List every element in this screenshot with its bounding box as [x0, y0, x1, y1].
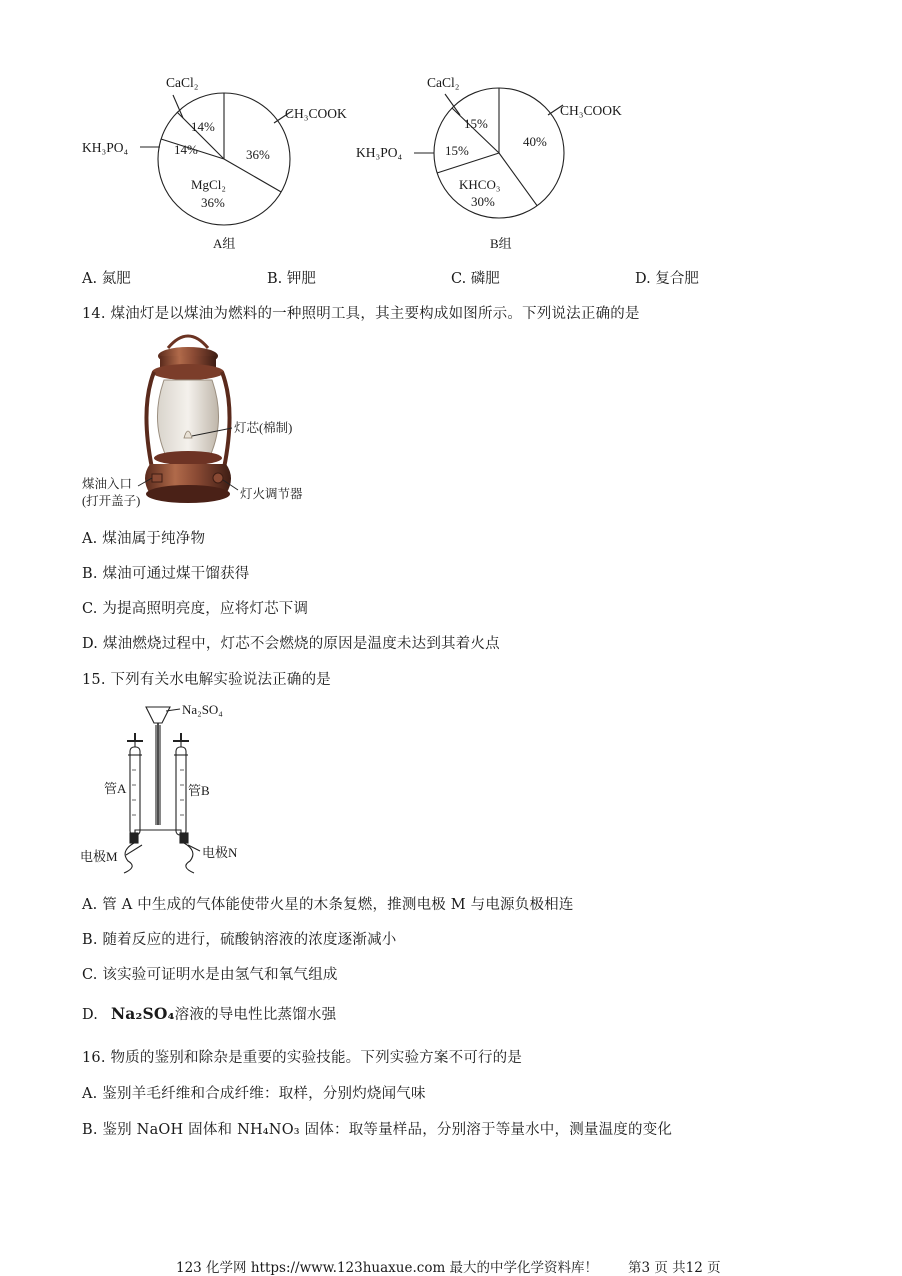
wire-m — [124, 843, 134, 873]
pie-a-caption: A组 — [213, 236, 236, 251]
pie-b-caption: B组 — [490, 236, 512, 251]
pie-a-name-mgcl2: MgCl₂ — [191, 177, 226, 192]
footer-page-number: 第3 页 共12 页 — [628, 1260, 721, 1276]
pie-b-name-khco3: KHCO₃ — [459, 177, 501, 192]
pie-b-label-cacl2: CaCl₂ — [427, 75, 460, 90]
q13-option-d[interactable]: D. 复合肥 — [635, 271, 699, 287]
q15-option-d-prefix: D. — [82, 1007, 99, 1023]
pie-chart-a — [70, 65, 360, 265]
pie-a-pct-ch3cook: 36% — [246, 147, 270, 162]
lamp-handle — [168, 336, 208, 348]
label-electrode-m: 电极M — [80, 849, 118, 864]
lamp-frame-right — [222, 372, 230, 468]
q14-option-b[interactable]: B. 煤油可通过煤干馏获得 — [82, 566, 250, 582]
electrolysis-apparatus-figure — [80, 695, 280, 880]
q14-option-c[interactable]: C. 为提高照明亮度，应将灯芯下调 — [82, 601, 309, 617]
pie-b-label-kh3po4: KH₃PO₄ — [356, 145, 403, 160]
stopcock-a — [127, 733, 143, 741]
kerosene-lamp-figure — [80, 328, 340, 518]
lamp-glass-globe — [157, 380, 218, 456]
label-inlet-line1: 煤油入口 — [82, 477, 133, 491]
label-regulator: 灯火调节器 — [240, 487, 303, 501]
funnel — [146, 707, 170, 723]
electrode-n — [180, 833, 188, 843]
pie-a-pct-cacl2: 14% — [191, 119, 215, 134]
lamp-regulator-knob — [213, 473, 223, 483]
footer-site: 123 化学网 https://www.123huaxue.com 最大的中学化学资料库！ — [176, 1260, 599, 1276]
label-tube-a: 管A — [104, 781, 127, 796]
pie-b-leader-cacl2 — [445, 94, 460, 115]
pie-b-pct-cacl2: 15% — [464, 116, 488, 131]
pie-chart-b — [350, 65, 650, 265]
pie-b-pct-kh3po4: 15% — [445, 143, 469, 158]
q16-stem: 16. 物质的鉴别和除杂是重要的实验技能。下列实验方案不可行的是 — [82, 1050, 523, 1066]
q15-option-a[interactable]: A. 管 A 中生成的气体能使带火星的木条复燃，推测电极 M 与电源负极相连 — [82, 897, 574, 913]
q15-option-d-formula: Na₂SO₄ — [110, 1004, 175, 1023]
bottom-connector — [135, 830, 181, 835]
stopcock-b — [173, 733, 189, 741]
q14-option-a[interactable]: A. 煤油属于纯净物 — [82, 531, 206, 547]
q14-stem: 14. 煤油灯是以煤油为燃料的一种照明工具，其主要构成如图所示。下列说法正确的是 — [82, 306, 640, 322]
pie-b-pct-ch3cook: 40% — [523, 134, 547, 149]
pie-a-label-ch3cook: CH₃COOK — [285, 106, 347, 121]
q15-option-d[interactable] — [82, 1003, 336, 1024]
label-electrode-n: 电极N — [202, 845, 238, 860]
q15-option-c[interactable]: C. 该实验可证明水是由氢气和氧气组成 — [82, 967, 338, 983]
q16-option-b[interactable]: B. 鉴别 NaOH 固体和 NH₄NO₃ 固体：取等量样品，分别溶于等量水中，测量温度的变化 — [82, 1122, 673, 1138]
q13-option-a[interactable]: A. 氮肥 — [82, 271, 131, 287]
pie-a-label-kh3po4: KH₃PO₄ — [82, 140, 129, 155]
label-na2so4: Na₂SO₄ — [182, 702, 223, 717]
q13-option-c[interactable]: C. 磷肥 — [451, 271, 500, 287]
q15-stem: 15. 下列有关水电解实验说法正确的是 — [82, 672, 331, 688]
pie-a-divider-lowerright — [224, 159, 281, 192]
label-inlet-line2: (打开盖子) — [82, 494, 141, 508]
label-tube-b: 管B — [188, 783, 210, 798]
q16-option-a[interactable]: A. 鉴别羊毛纤维和合成纤维：取样，分别灼烧闻气味 — [82, 1086, 426, 1102]
pie-b-pct-khco3: 30% — [471, 194, 495, 209]
pie-a-pct-mgcl2: 36% — [201, 195, 225, 210]
q13-option-b[interactable]: B. 钾肥 — [267, 271, 316, 287]
q15-option-b[interactable]: B. 随着反应的进行，硫酸钠溶液的浓度逐渐减小 — [82, 932, 397, 948]
lamp-frame-left — [146, 372, 154, 468]
tube-a — [130, 747, 140, 835]
pie-a-pct-kh3po4: 14% — [174, 142, 198, 157]
lamp-fuel-inlet-cap — [152, 474, 162, 482]
label-wick: 灯芯(棉制) — [234, 421, 293, 435]
pie-a-label-cacl2: CaCl₂ — [166, 75, 199, 90]
q14-option-d[interactable]: D. 煤油燃烧过程中，灯芯不会燃烧的原因是温度未达到其着火点 — [82, 636, 500, 652]
pie-b-divider-lowerright — [499, 153, 537, 206]
q15-option-d-text: 溶液的导电性比蒸馏水强 — [174, 1007, 337, 1023]
pie-b-label-ch3cook: CH₃COOK — [560, 103, 622, 118]
tube-b — [176, 747, 186, 835]
electrode-m — [130, 833, 138, 843]
